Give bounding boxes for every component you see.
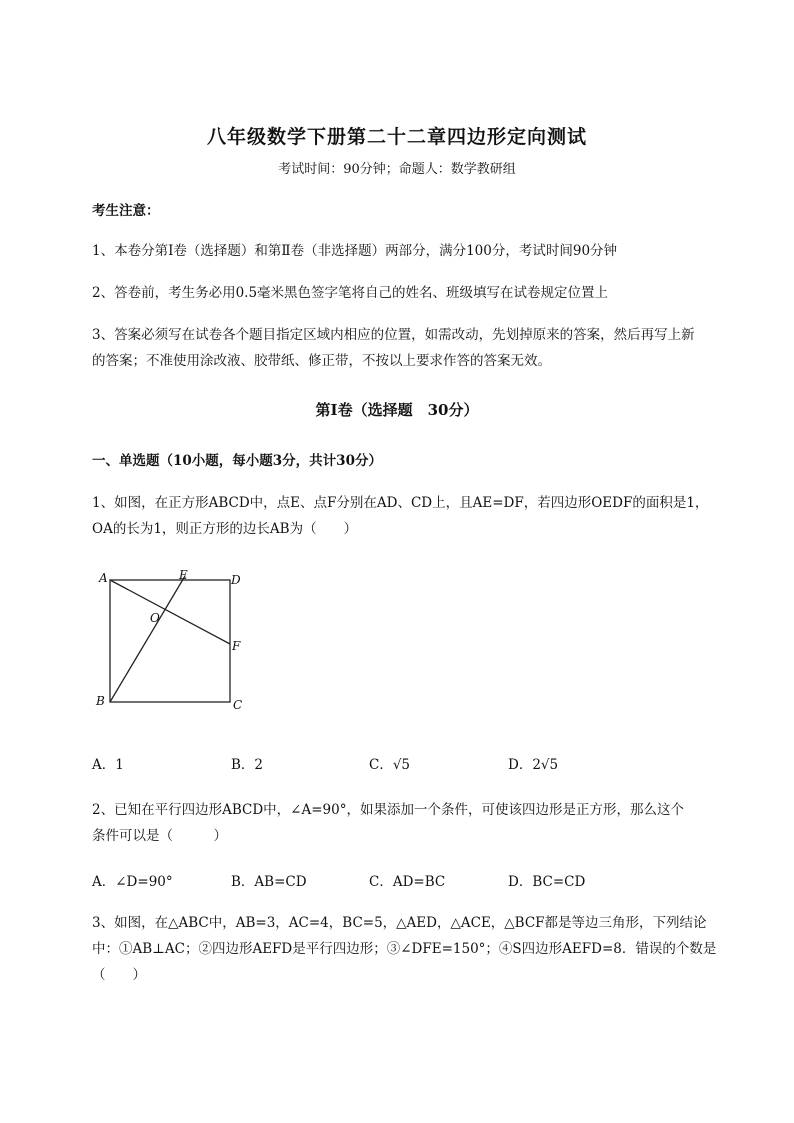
part-heading: 一、单选题（10小题，每小题3分，共计30分） <box>92 453 382 469</box>
q1-option-b[interactable]: B．2 <box>231 757 264 773</box>
page-title: 八年级数学下册第二十二章四边形定向测试 <box>206 126 587 148</box>
q2-text-line-2: 条件可以是（ ） <box>92 828 227 844</box>
q2-option-c[interactable]: C．AD=BC <box>369 874 446 890</box>
label-b: B <box>96 694 105 708</box>
notice-item-2: 2、答卷前，考生务必用0.5毫米黑色签字笔将自己的姓名、班级填写在试卷规定位置上 <box>92 285 609 301</box>
q1-option-d[interactable]: D．2√5 <box>508 757 559 773</box>
label-f: F <box>232 639 241 653</box>
q3-text-line-2: 中：①AB⊥AC；②四边形AEFD是平行四边形；③∠DFE=150°；④S四边形AEFD=8．错误的个数是 <box>92 941 717 957</box>
square-abcd <box>110 580 230 702</box>
label-a: A <box>99 571 108 585</box>
q2-option-d[interactable]: D．BC=CD <box>508 874 586 890</box>
q2-option-b[interactable]: B．AB=CD <box>231 874 307 890</box>
q1-figure <box>90 566 250 716</box>
segment-af <box>110 580 230 644</box>
q2-text-line-1: 2、已知在平行四边形ABCD中，∠A=90°，如果添加一个条件，可使该四边形是正方形，那么这个 <box>92 802 684 818</box>
q1-text-line-1: 1、如图，在正方形ABCD中，点E、点F分别在AD、CD上，且AE=DF，若四边形OEDF的面积是1， <box>92 495 709 511</box>
section-title: 第Ⅰ卷（选择题 30分） <box>315 401 479 419</box>
segment-be <box>110 576 185 702</box>
label-c: C <box>233 698 243 712</box>
q1-option-c[interactable]: C．√5 <box>369 757 411 773</box>
q3-text-line-3: （ ） <box>92 967 146 983</box>
notice-item-3-cont: 的答案；不准使用涂改液、胶带纸、修正带，不按以上要求作答的答案无效。 <box>92 353 551 369</box>
q1-option-a[interactable]: A．1 <box>92 757 124 773</box>
label-o: O <box>150 611 160 625</box>
notice-item-1: 1、本卷分第Ⅰ卷（选择题）和第Ⅱ卷（非选择题）两部分，满分100分，考试时间90分钟 <box>92 243 618 259</box>
notice-item-3: 3、答案必须写在试卷各个题目指定区域内相应的位置，如需改动，先划掉原来的答案，然后再写上新 <box>92 327 695 343</box>
label-e: E <box>179 568 188 582</box>
label-d: D <box>231 573 241 587</box>
q1-text-line-2: OA的长为1，则正方形的边长AB为（ ） <box>92 521 358 537</box>
q3-text-line-1: 3、如图，在△ABC中，AB=3，AC=4，BC=5，△AED，△ACE，△BCF都是等边三角形，下列结论 <box>92 915 707 931</box>
page-subtitle: 考试时间：90分钟；命题人：数学教研组 <box>278 162 516 177</box>
notice-heading: 考生注意： <box>92 203 160 219</box>
q2-option-a[interactable]: A．∠D=90° <box>92 874 173 890</box>
